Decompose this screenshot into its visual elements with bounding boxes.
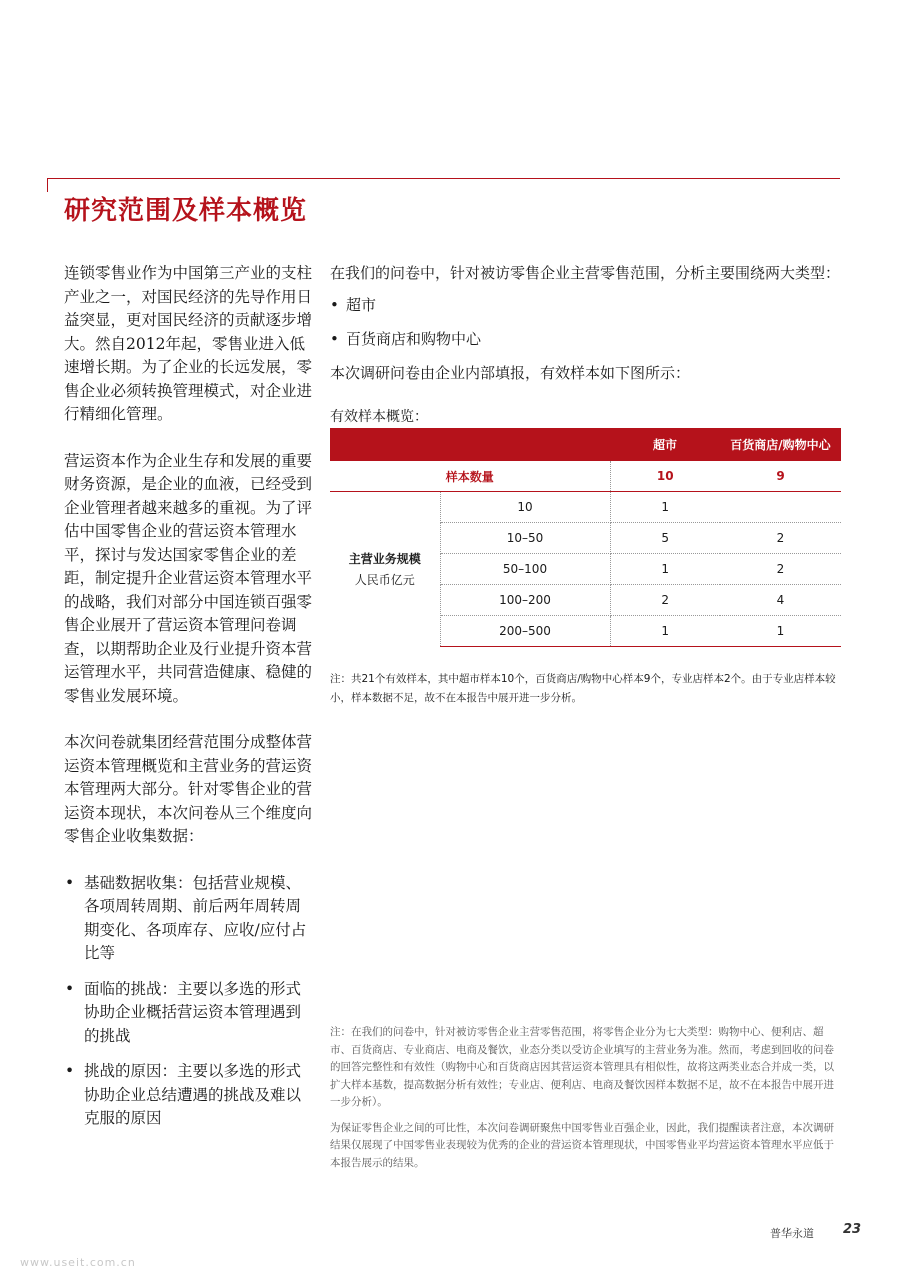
left-bullet-list <box>64 872 316 1131</box>
list-item: • 基础数据收集：包括营业规模、各项周转周期、前后两年周转周期变化、各项库存、应收/应付占比等 <box>65 873 307 962</box>
bottom-note-1: 注：在我们的问卷中，针对被访零售企业主营零售范围，将零售企业分为七大类型：购物中心、便利店、超市、百货商店、专业商店、电商及餐饮，业态分类以受访企业填写的主营业务为准。然而，考虑到回收的问卷的回答完整性和有效性（购物中心和百货商店因其营运资本管理具有相似性，故将这两类业态合并成一类，以扩大样本基数，提高数据分析有效性；专业店、便利店、电商及餐饮因样本数据不足，故不在本报告中展开进一步分析）。 <box>330 1026 834 1108</box>
table-cell-department: 4 <box>720 585 841 616</box>
table-cell-supermarket: 1 <box>610 554 720 585</box>
bottom-note-2: 为保证零售企业之间的可比性，本次问卷调研聚焦中国零售业百强企业，因此，我们提醒读者注意，本次调研结果仅展现了中国零售业表现较为优秀的企业的营运资本管理现状，中国零售业平均营运资本管理水平应低于本报告展示的结果。 <box>330 1121 834 1169</box>
table-cell-range: 10–50 <box>440 523 610 554</box>
table-header-supermarket: 超市 <box>610 428 720 461</box>
right-bullet-list <box>330 294 842 350</box>
table-header-department: 百货商店/购物中心 <box>720 428 841 461</box>
page-title: 研究范围及样本概览 <box>64 196 308 226</box>
footer-brand: 普华永道 <box>770 1227 814 1240</box>
table-cell-supermarket: 1 <box>610 616 720 647</box>
bullet-icon: • <box>65 873 75 892</box>
bullet-icon: • <box>65 979 75 998</box>
left-column <box>64 262 316 1143</box>
table-cell-range: 100–200 <box>440 585 610 616</box>
top-rule-tick <box>47 178 48 192</box>
row-group-unit: 人民币亿元 <box>354 573 415 588</box>
top-rule <box>47 178 840 179</box>
bullet-icon: • <box>330 330 339 348</box>
table-cell-department: 2 <box>720 523 841 554</box>
table-cell-supermarket: 2 <box>610 585 720 616</box>
table-row-count <box>330 461 841 492</box>
table-header-blank <box>440 428 610 461</box>
bullet-icon: • <box>65 1062 75 1080</box>
table-row <box>330 492 841 523</box>
left-paragraph-2: 营运资本作为企业生存和发展的重要财务资源，是企业的血液，已经受到企业管理者越来越多的重视。为了评估中国零售企业的营运资本管理水平，探讨与发达国家零售企业的差距，制定提升企业营运资本管理水平的战略，我们对部分中国连锁百强零售企业展开了营运资本管理问卷调查，以期帮助企业及行业提升资本营运管理水平，共同营造健康、稳健的零售业发展环境。 <box>64 451 313 705</box>
bullet-icon: • <box>330 296 339 314</box>
table-caption: 有效样本概览： <box>330 409 428 425</box>
table-cell-range: 10 <box>440 492 610 523</box>
count-supermarket: 10 <box>610 461 720 492</box>
table-cell-department <box>720 492 841 523</box>
sample-sentence: 本次调研问卷由企业内部填报，有效样本如下图所示： <box>330 364 691 382</box>
right-column <box>330 262 842 384</box>
table-cell-supermarket: 1 <box>610 492 720 523</box>
list-item: • 百货商店和购物中心 <box>330 330 482 348</box>
table-cell-range: 200–500 <box>440 616 610 647</box>
row-group-label: 主营业务规模 <box>348 552 421 567</box>
count-label: 样本数量 <box>330 461 610 492</box>
table-cell-supermarket: 5 <box>610 523 720 554</box>
right-intro: 在我们的问卷中，针对被访零售企业主营零售范围，分析主要围绕两大类型： <box>330 264 841 282</box>
page-number: 23 <box>843 1222 862 1237</box>
watermark: www.useit.com.cn <box>20 1256 136 1269</box>
bottom-notes <box>330 1024 842 1180</box>
table-header-row <box>330 428 841 461</box>
list-item: • 面临的挑战：主要以多选的形式协助企业概括营运资本管理遇到的挑战 <box>65 979 302 1045</box>
table-cell-department: 2 <box>720 554 841 585</box>
sample-table <box>330 428 841 647</box>
list-item: • 超市 <box>330 296 377 314</box>
table-cell-range: 50–100 <box>440 554 610 585</box>
list-item: • 挑战的原因：主要以多选的形式协助企业总结遭遇的挑战及难以克服的原因 <box>65 1062 302 1127</box>
table-header-blank <box>330 428 440 461</box>
table-cell-department: 1 <box>720 616 841 647</box>
row-group-header <box>330 492 440 647</box>
table-note: 注：共21个有效样本，其中超市样本10个，百货商店/购物中心样本9个，专业店样本2个。由于专业店样本较小，样本数据不足，故不在本报告中展开进一步分析。 <box>330 673 836 704</box>
count-department: 9 <box>720 461 841 492</box>
left-paragraph-3: 本次问卷就集团经营范围分成整体营运资本管理概览和主营业务的营运资本管理两大部分。针对零售企业的营运资本现状，本次问卷从三个维度向零售企业收集数据： <box>64 733 313 845</box>
left-paragraph-1: 连锁零售业作为中国第三产业的支柱产业之一，对国民经济的先导作用日益突显，更对国民经济的贡献逐步增大。然自2012年起，零售业进入低速增长期。为了企业的长远发展，零售企业必须转换管理模式，对企业进行精细化管理。 <box>64 264 313 423</box>
